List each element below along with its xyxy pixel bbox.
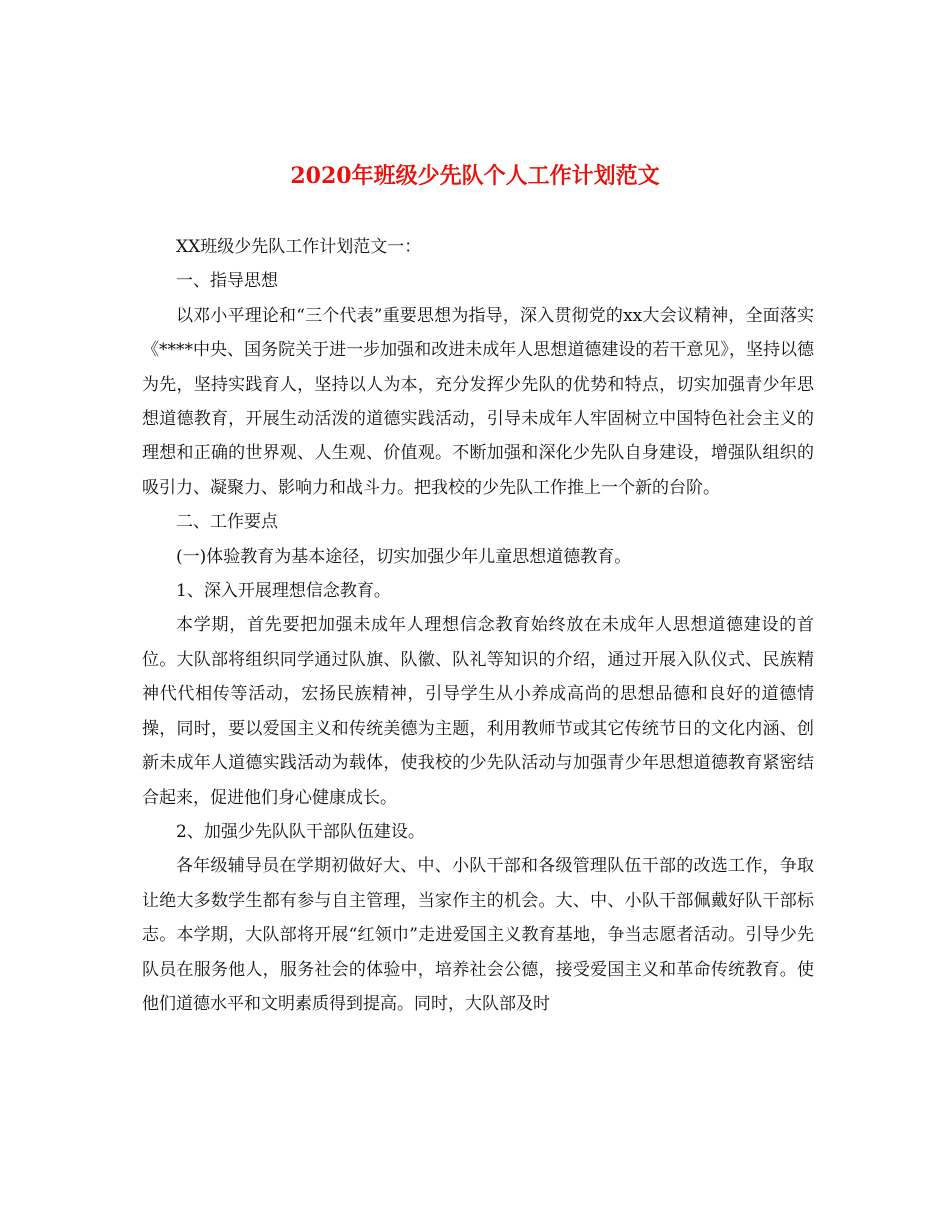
subheading-experience-education: (一)体验教育为基本途径，切实加强少年儿童思想道德教育。	[176, 546, 632, 567]
heading-work-points: 二、工作要点	[176, 512, 278, 533]
item-ideal-belief-education: 1、深入开展理想信念教育。	[176, 581, 391, 602]
paragraph-intro: XX班级少先队工作计划范文一：	[176, 237, 422, 257]
paragraph-guiding-ideology: 以邓小平理论和“三个代表”重要思想为指导，深入贯彻党的xx大会议精神，全面落实《****中央、国务院关于进一步加强和改进未成年人思想道德建设的若干意见》，坚持以德为先，坚持实践育人，坚持以人为本，充分发挥少先队的优势和特点，切实加强青少年思想道德教育，开展生动活泼的道德实践活动，引导未成年人牢固树立中国特色社会主义的理想和正确的世界观、人生观、价值观。不断加强和深化少先队自身建设，增强队组织的吸引力、凝聚力、影响力和战斗力。把我校的少先队工作推上一个新的台阶。	[142, 305, 814, 498]
document-title: 2020年班级少先队个人工作计划范文	[290, 162, 660, 189]
document-body	[142, 230, 814, 1021]
item-cadre-team-building: 2、加强少先队队干部队伍建设。	[176, 821, 425, 842]
paragraph-cadre-team-building: 各年级辅导员在学期初做好大、中、小队干部和各级管理队伍干部的改选工作，争取让绝大多数学生都有参与自主管理，当家作主的机会。大、中、小队干部佩戴好队干部标志。本学期，大队部将开展“红领巾”走进爱国主义教育基地，争当志愿者活动。引导少先队员在服务他人，服务社会的体验中，培养社会公德，接受爱国主义和革命传统教育。使他们道德水平和文明素质得到提高。同时，大队部及时	[142, 856, 814, 1014]
paragraph-ideal-belief-education: 本学期，首先要把加强未成年人理想信念教育始终放在未成年人思想道德建设的首位。大队部将组织同学通过队旗、队徽、队礼等知识的介绍，通过开展入队仪式、民族精神代代相传等活动，宏扬民族精神，引导学生从小养成高尚的思想品德和良好的道德情操，同时，要以爱国主义和传统美德为主题，利用教师节或其它传统节日的文化内涵、创新未成年人道德实践活动为载体，使我校的少先队活动与加强青少年思想道德教育紧密结合起来，促进他们身心健康成长。	[142, 615, 814, 808]
heading-guiding-ideology: 一、指导思想	[176, 271, 278, 292]
